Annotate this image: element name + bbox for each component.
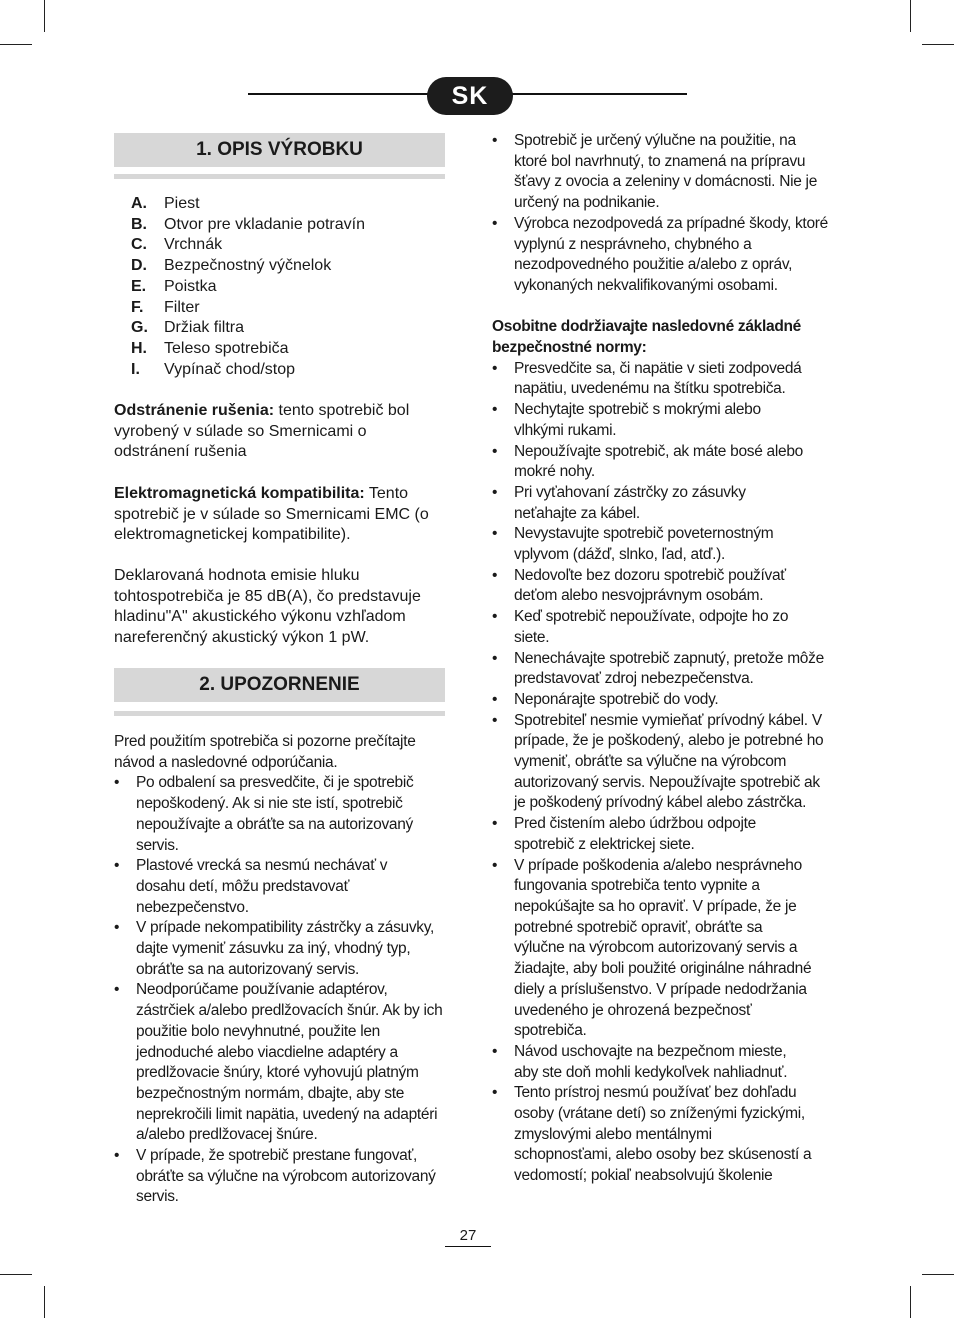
list-item: F. Filter (131, 298, 200, 316)
warning-intro: Pred použitím spotrebiča si pozorne prečítajte návod a nasledovné odporúčania. (114, 733, 416, 771)
crop-mark (0, 44, 32, 45)
list-item: • Pred čistením alebo údržbou odpojte spotrebič z elektrickej siete. (492, 814, 832, 855)
crop-mark (922, 1274, 954, 1275)
warning-left-column (114, 732, 454, 1208)
list-item: G. Držiak filtra (131, 319, 245, 337)
list-item: • V prípade poškodenia a/alebo nesprávneho fungovania spotrebiča tento vypnite a nepokúšajte sa ho opraviť. V prípade, že je potrebné spotrebič opraviť, obráťte sa výlučne na výrobcom autorizovaný servis a žiadajte, aby boli použité originálne náhradné diely a príslušenstvo. V prípade nedodržania uvedeného je ohrozená bezpečnosť spotrebiča. (492, 856, 832, 1042)
list-item: • Po odbalení sa presvedčite, či je spotrebič nepoškodený. Ak si nie ste istí, spotrebič nepoužívajte a obráťte sa na autorizovaný servis. (114, 773, 454, 856)
list-item: • Spotrebiteľ nesmie vymieňať prívodný kábel. V prípade, že je poškodený, alebo je potrebné ho vymeniť, obráťte sa výlučne na výrobcom autorizovaný servis. Nepoužívajte spotrebič ak je poškodený prívodný kábel alebo zástrčka. (492, 711, 832, 815)
list-item: H. Teleso spotrebiča (131, 339, 289, 357)
list-item: • Keď spotrebič nepoužívate, odpojte ho zo siete. (492, 607, 832, 648)
list-item: • Nedovoľte bez dozoru spotrebič používať deťom alebo nesvojprávnym osobám. (492, 566, 832, 607)
list-item: D. Bezpečnostný výčnelok (131, 257, 332, 275)
warning-right-column (492, 131, 832, 1187)
list-item: • Presvedčite sa, či napätie v sieti zodpovedá napätiu, uvedenému na štítku spotrebiča. (492, 359, 832, 400)
list-item: • Plastové vrecká sa nesmú nechávať v dosahu detí, môžu predstavovať nebezpečenstvo. (114, 856, 454, 918)
list-item: • Návod uschovajte na bezpečnom mieste, aby ste doň mohli kedykoľvek nahliadnuť. (492, 1042, 832, 1083)
section-title-warning: 2. UPOZORNENIE (114, 668, 445, 702)
crop-mark (0, 1274, 32, 1275)
list-item: E. Poistka (131, 277, 217, 295)
usage-list (492, 131, 832, 297)
noise-paragraph: Deklarovaná hodnota emisie hluku tohtospotrebiča je 85 dB(A), čo predstavuje hladinu"A" akustického výkonu vzhľadom nareferenčný akustický výkon 1 pW. (114, 567, 421, 647)
list-item: • Nevystavujte spotrebič poveternostným vplyvom (dážď, slnko, ľad, atď.). (492, 524, 832, 565)
section-title-description: 1. OPIS VÝROBKU (114, 133, 445, 167)
list-item: • Spotrebič je určený výlučne na použitie, na ktoré bol navrhnutý, to znamená na prípravu šťavy z ovocia a zeleniny v domácnosti. Nie je určený na podnikanie. (492, 131, 832, 214)
list-item: • Výrobca nezodpovedá za prípadné škody, ktoré vyplynú z nesprávneho, chybného a nezodpovedného použitie a/alebo z opráv, vykonaných nekvalifikovanými osobami. (492, 214, 832, 297)
list-item: A. Piest (131, 195, 200, 212)
crop-mark (922, 44, 954, 45)
list-item: • Nechytajte spotrebič s mokrými alebo vlhkými rukami. (492, 400, 832, 441)
crop-mark (44, 0, 45, 32)
page-number: 27 (445, 1227, 491, 1247)
list-item: • Neponárajte spotrebič do vody. (492, 690, 832, 711)
list-item: • Nepoužívajte spotrebič, ak máte bosé alebo mokré nohy. (492, 442, 832, 483)
header-rule-left (248, 93, 430, 95)
interference-paragraph: Odstránenie rušenia: tento spotrebič bol vyrobený v súlade so Smernicami o odstránení rušenia (114, 402, 410, 461)
list-item: B. Otvor pre vkladanie potravín (131, 215, 365, 233)
section-rule (114, 174, 445, 179)
list-item: • V prípade, že spotrebič prestane fungovať, obráťte sa výlučne na výrobcom autorizovaný servis. (114, 1146, 454, 1208)
parts-list (131, 194, 365, 380)
header-rule-right (510, 93, 687, 95)
list-item: I. Vypínač chod/stop (131, 360, 296, 378)
list-item: • Neodporúčame používanie adaptérov, zástrčiek a/alebo predlžovacích šnúr. Ak by ich použitie bolo nevyhnutné, použite len jednoduché alebo viacdielne adaptéry a predlžovacie šnúry, ktoré vyhovujú platným bezpečnostným normám, dbajte, aby ste neprekročili limit napätia, uvedený na adaptéri a/alebo predlžovacej šnúre. (114, 980, 454, 1146)
list-item: • Nenechávajte spotrebič zapnutý, pretože môže predstavovať zdroj nebezpečenstva. (492, 649, 832, 690)
emc-paragraph: Elektromagnetická kompatibilita: Tento spotrebič je v súlade so Smernicami EMC (o elektromagnetickej kompatibilite). (114, 485, 429, 544)
crop-mark (44, 1286, 45, 1318)
section-rule (114, 711, 445, 716)
crop-mark (910, 0, 911, 32)
safety-heading: Osobitne dodržiavajte nasledovné základné bezpečnostné normy: (492, 318, 801, 357)
list-item: • Tento prístroj nesmú používať bez dohľadu osoby (vrátane detí) so zníženými fyzickými, zmyslovými alebo mentálnymi schopnosťami, alebo osoby bez skúseností a vedomostí; pokiaľ neabsolvujú školenie (492, 1083, 832, 1187)
safety-list (492, 359, 832, 1187)
list-item: • V prípade nekompatibility zástrčky a zásuvky, dajte vymeniť zásuvku za iný, vhodný typ, obráťte sa na autorizovaný servis. (114, 918, 454, 980)
crop-mark (910, 1286, 911, 1318)
list-item: • Pri vyťahovaní zástrčky zo zásuvky neťahajte za kábel. (492, 483, 832, 524)
language-badge: SK (427, 77, 513, 115)
list-item: C. Vrchnák (131, 236, 223, 254)
warning-list-left (114, 773, 454, 1208)
